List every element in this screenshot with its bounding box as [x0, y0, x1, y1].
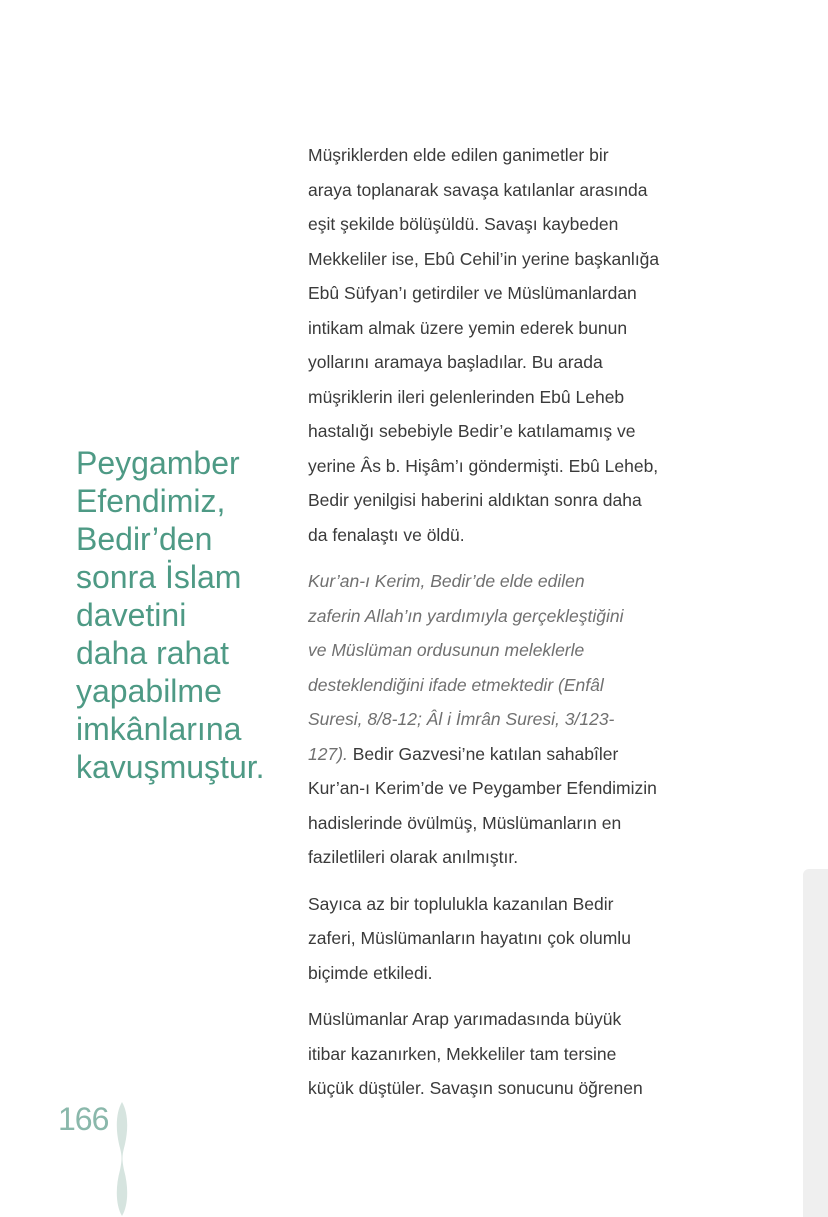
text-line: araya toplanarak savaşa katılanlar arasında	[308, 179, 648, 200]
text-line: müşriklerin ileri gelenlerinden Ebû Leheb	[308, 386, 625, 407]
pull-quote-line: yapabilme	[76, 673, 222, 709]
text-line: eşit şekilde bölüşüldü. Savaşı kaybeden	[308, 214, 619, 234]
text-fragment: Bedir Gazvesi’ne katılan sahabîler	[347, 743, 619, 764]
paragraph-zafer	[308, 887, 708, 991]
pull-quote	[76, 444, 296, 786]
text-line: intikam almak üzere yemin ederek bunun	[308, 317, 628, 338]
text-line: hastalığı sebebiyle Bedir’e katılamamış ve	[308, 421, 636, 441]
citation-end: 127).	[308, 743, 348, 764]
text-line: biçimde etkiledi.	[308, 962, 433, 983]
italic-text-line: Kur’an-ı Kerim, Bedir’de elde edilen	[308, 571, 585, 591]
text-line: Müşriklerden elde edilen ganimetler bir	[308, 145, 609, 165]
paragraph-ganimet	[308, 138, 708, 552]
body-text-column	[308, 138, 708, 1118]
text-line: Müslümanlar Arap yarımadasında büyük	[308, 1009, 622, 1029]
text-line: faziletlileri olarak anılmıştır.	[308, 847, 519, 867]
pull-quote-line: Efendimiz,	[76, 483, 226, 519]
text-line: Sayıca az bir toplulukla kazanılan Bedir	[308, 893, 614, 914]
pull-quote-line: imkânlarına	[76, 711, 242, 747]
pull-quote-line: davetini	[76, 597, 187, 633]
text-line: itibar kazanırken, Mekkeliler tam tersine	[308, 1043, 617, 1064]
side-tab	[803, 869, 828, 1217]
italic-text-line: Suresi, 8/8-12; Âl i İmrân Suresi, 3/123-	[308, 709, 615, 729]
page-number: 166	[58, 1101, 109, 1137]
pull-quote-line: sonra İslam	[76, 559, 242, 595]
pull-quote-line: Bedir’den	[76, 521, 213, 557]
text-line: Bedir yenilgisi haberini aldıktan sonra daha	[308, 490, 642, 510]
text-line: hadislerinde övülmüş, Müslümanların en	[308, 812, 622, 833]
text-line: da fenalaştı ve öldü.	[308, 524, 465, 545]
text-line: küçük düştüler. Savaşın sonucunu öğrenen	[308, 1078, 643, 1098]
mixed-text-line	[308, 737, 708, 772]
text-line: zaferi, Müslümanların hayatını çok olumlu	[308, 928, 631, 948]
text-line: yerine Âs b. Hişâm’ı göndermişti. Ebû Leheb,	[308, 455, 659, 476]
pull-quote-line: kavuşmuştur.	[76, 749, 265, 785]
text-line: Mekkeliler ise, Ebû Cehil’in yerine başkanlığa	[308, 248, 660, 269]
pull-quote-line: Peygamber	[76, 445, 240, 481]
italic-text-line: desteklendiğini ifade etmektedir (Enfâl	[308, 674, 604, 695]
text-line: Kur’an-ı Kerim’de ve Peygamber Efendimizin	[308, 778, 657, 798]
text-line: Ebû Süfyan’ı getirdiler ve Müslümanlardan	[308, 283, 637, 303]
pull-quote-line: daha rahat	[76, 635, 230, 671]
italic-text-line: ve Müslüman ordusunun meleklerle	[308, 640, 585, 660]
italic-text-line: zaferin Allah’ın yardımıyla gerçekleştiğini	[308, 605, 624, 626]
paragraph-itibar	[308, 1002, 708, 1106]
leaf-ornament-icon	[110, 1100, 134, 1217]
text-line: yollarını aramaya başladılar. Bu arada	[308, 352, 603, 372]
paragraph-kuran	[308, 564, 708, 875]
